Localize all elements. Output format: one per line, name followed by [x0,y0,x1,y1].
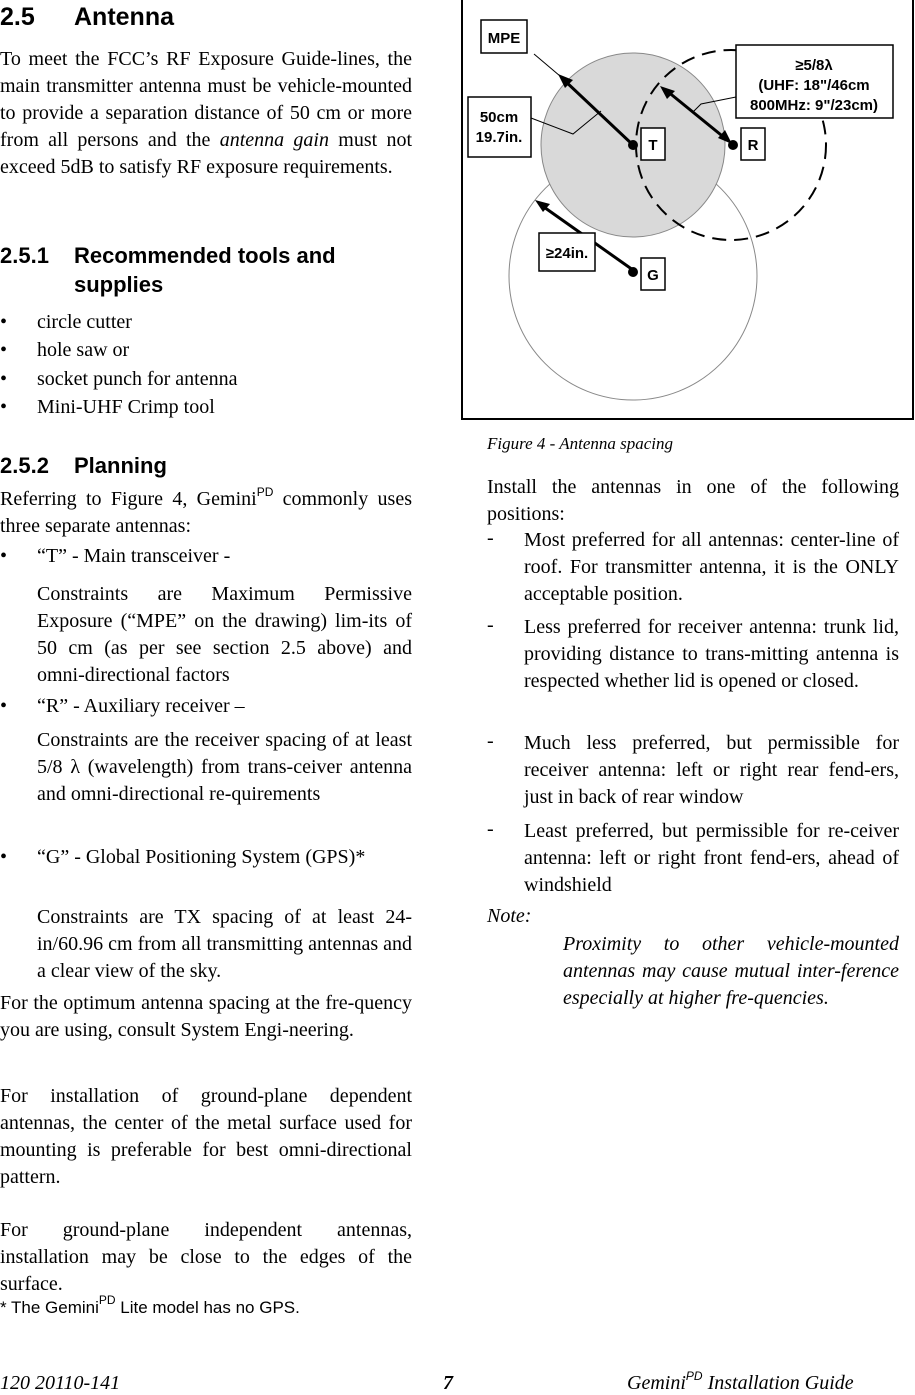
intro-text: To meet the FCC’s RF Exposure Guide-lines, the main transmitter antenna must be vehicle-mounted to provide a separation distance of 50 cm or more from all persons and the [0,48,412,151]
intro-text-end: must not exceed 5dB to satisfy RF exposure requirements. [0,129,413,178]
footer-title-text: Gemini [627,1372,686,1394]
lambda-label-line1: ≥5/8λ [795,57,833,74]
intro-emphasis: antenna gain [219,129,329,151]
ground-independent-paragraph: For ground-plane independent antennas, installation may be close to the edges of the surface. [0,1219,412,1295]
distance-label-box [468,97,531,157]
r-label: R [747,137,759,154]
position-item: Least preferred, but permissible for re-ceiver antenna: left or right front fend-ers, ahead of windshield [524,820,899,896]
t-label: T [648,137,658,154]
antenna-desc: Constraints are the receiver spacing of at least 5/8 λ (wavelength) from trans-ceiver antenna and omni-directional re-quirements [37,729,412,805]
section-title: Antenna [74,3,174,31]
antenna-desc: Constraints are TX spacing of at least 24-in/60.96 cm from all transmitting antennas and a clear view of the sky. [37,906,412,982]
antenna-label: “R” - Auxiliary receiver – [37,695,245,717]
g-label: G [647,267,659,284]
distance-in-label: 19.7in. [475,129,523,146]
lead-text-end: commonly uses three separate antennas: [0,488,412,537]
position-item: Less preferred for receiver antenna: trunk lid, providing distance to trans-mitting antenna is respected whether lid is opened or closed. [524,616,899,692]
tools-title: Recommended tools and supplies [74,243,336,297]
g-antenna-dot [628,267,638,277]
note-text: Proximity to other vehicle-mounted antennas may cause mutual inter-ference especially at higher fre-quencies. [563,933,899,1009]
footer-doc-number: 120 20110-141 [0,1372,121,1394]
footnote-text: * The Gemini [0,1298,99,1317]
t-antenna-dot [628,140,638,150]
dash-marker: - [487,730,494,752]
lead-sup: PD [256,485,274,499]
position-item: Much less preferred, but permissible for receiver antenna: left or right rear fend-ers, just in back of rear window [524,732,899,808]
optimum-paragraph: For the optimum antenna spacing at the fre-quency you are using, consult System Engi-neering. [0,992,412,1041]
antenna-label: “T” - Main transceiver - [37,545,231,567]
gps-distance-label: ≥24in. [545,245,589,262]
antenna-label: “G” - Global Positioning System (GPS)* [37,846,366,868]
dash-marker: - [487,527,494,549]
footnote-sup: PD [98,1293,116,1307]
planning-title: Planning [74,453,167,478]
ground-dependent-paragraph: For installation of ground-plane dependent antennas, the center of the metal surface used for mounting is preferable for best omni-directional pattern. [0,1085,412,1188]
footer-page-number: 7 [443,1372,453,1394]
distance-cm-label: 50cm [479,109,519,126]
list-item-text: socket punch for antenna [37,368,238,390]
planning-number: 2.5.2 [0,453,49,478]
planning-lead [0,486,412,540]
antenna-spacing-figure [461,0,915,422]
antenna-desc: Constraints are Maximum Permissive Exposure (“MPE” on the drawing) lim-its of 50 cm (as per see section 2.5 above) and omni-directional factors [37,583,412,686]
lambda-label-line3: 800MHz: 9"/23cm) [750,97,878,114]
footnote-text-end: Lite model has no GPS. [115,1298,300,1317]
r-antenna-dot [728,140,738,150]
dash-marker: - [487,818,494,840]
footer-title-text-end: Installation Guide [702,1372,854,1394]
lead-text: Referring to Figure 4, Gemini [0,488,257,510]
figure-caption: Figure 4 - Antenna spacing [487,434,674,453]
footnote [0,1293,412,1318]
intro-paragraph [0,46,412,181]
dash-marker: - [487,614,494,636]
list-item-text: hole saw or [37,339,130,361]
note-label: Note: [487,905,532,927]
section-heading [0,3,412,32]
position-item: Most preferred for all antennas: center-line of roof. For transmitter antenna, it is the ONLY acceptable position. [524,529,899,605]
positions-lead: Install the antennas in one of the following positions: [487,476,899,525]
tools-number: 2.5.1 [0,243,49,268]
footer-title [627,1369,854,1395]
footer-title-sup: PD [685,1369,703,1383]
list-item-text: Mini-UHF Crimp tool [37,396,215,418]
section-number: 2.5 [0,3,35,31]
list-item-text: circle cutter [37,311,132,333]
mpe-label: MPE [487,30,521,47]
lambda-label-line2: (UHF: 18"/46cm [758,77,870,94]
